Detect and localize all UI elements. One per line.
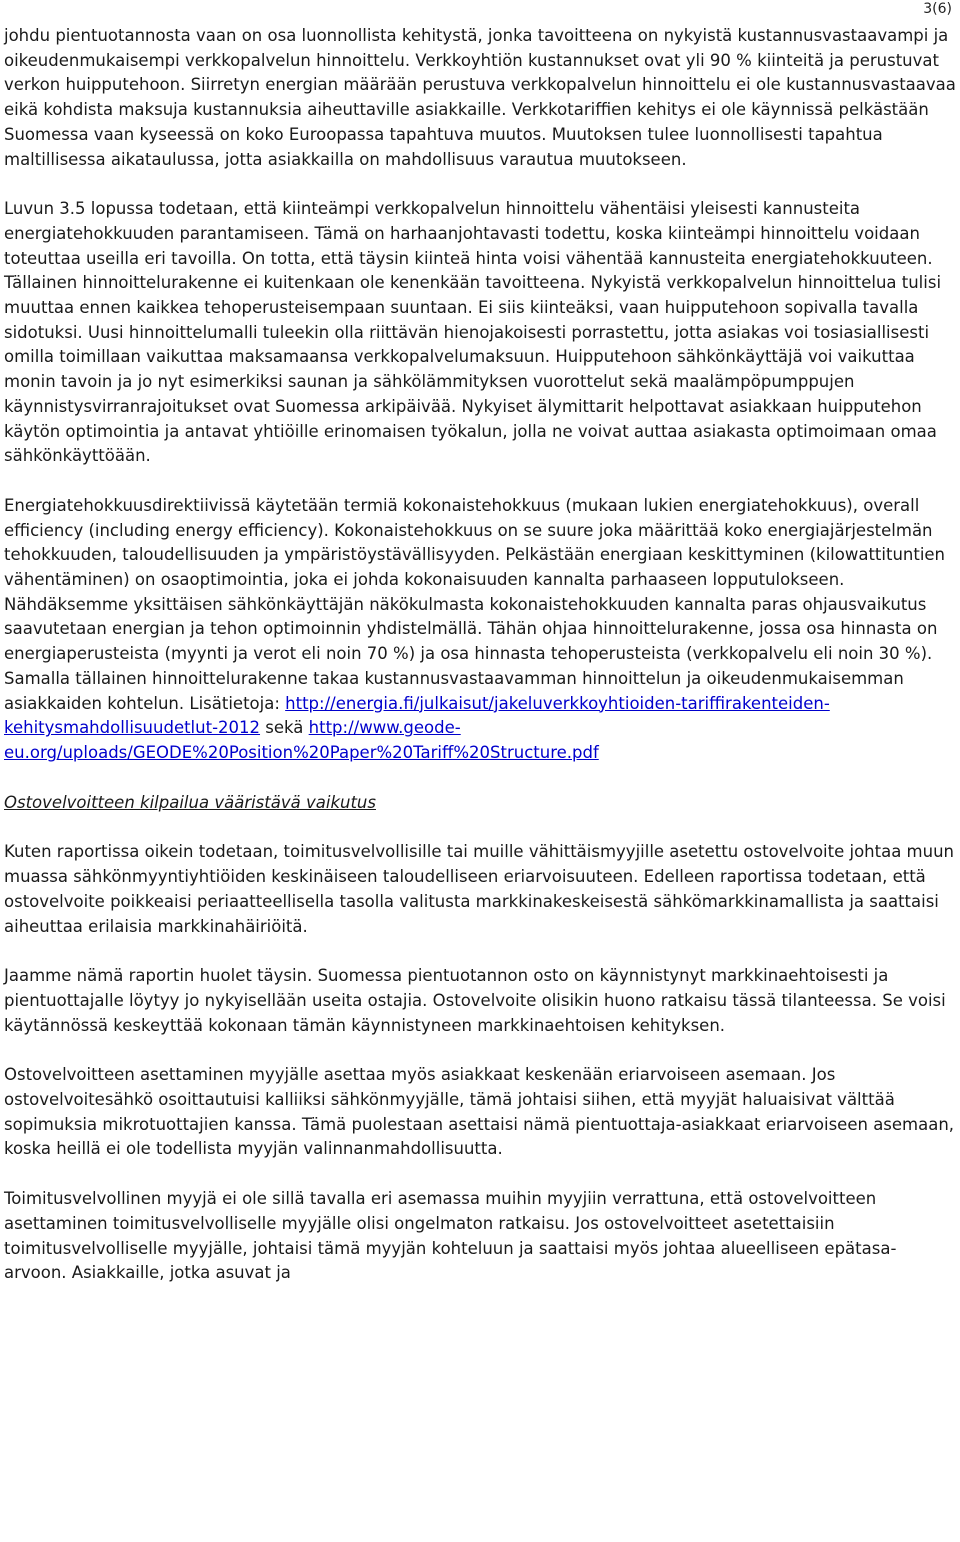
info-prefix: Lisätietoja: bbox=[189, 693, 286, 713]
geode-paper-link[interactable]: http://www.geode-eu.org/uploads/GEODE%20Position%20Paper%20Tariff%20Structure.pdf bbox=[4, 718, 599, 762]
paragraph-supplier-of-last-resort: Toimitusvelvollinen myyjä ei ole sillä tavalla eri asemassa muihin myyjiin verrattuna, että ostovelvoitteen asettaminen toimitusvelvolliselle myyjälle olisi ongelmaton ratkaisu. Jos ostovelvoitteet asetettaisiin toimitusvelvolliselle myyjälle, johtaisi tämä myyjän kohteluun ja saattaisi myös johtaa alueelliseen epätasa-arvoon. Asiakkaille, jotka asuvat ja bbox=[4, 1189, 897, 1283]
paragraph-customer-inequality: Ostovelvoitteen asettaminen myyjälle asettaa myös asiakkaat keskenään eriarvoiseen asemaan. Jos ostovelvoitesähkö osoittautuisi kalliiksi sähkönmyyjälle, tämä johtaisi siihen, että myyjät haluaisivat välttää sopimuksia mikrotuottajien kanssa. Tämä puolestaan asettaisi nämä pientuottaja-asiakkaat eriarvoiseen asemaan, koska heillä ei ole todellista myyjän valinnanmahdollisuutta. bbox=[4, 1065, 955, 1159]
overall-efficiency-text: Energiatehokkuusdirektiivissä käytetään termiä kokonaistehokkuus (mukaan lukien energiatehokkuus), overall efficiency (including energy efficiency). Kokonaistehokkuus on se suure joka määrittää koko energiajärjestelmän tehokkuuden, taloudellisuuden ja ympäristöystävällisyyden. Pelkästään energiaan keskittyminen (kilowattituntien vähentäminen) on osaoptimointia, joka ei johda kokonaisuuden kannalta parhaaseen lopputulokseen. Nähdäksemme yksittäisen sähkönkäyttäjän näkökulmasta kokonaistehokkuuden kannalta paras ohjausvaikutus saavutetaan energian ja tehon optimoinnin yhdistelmällä. Tähän ohjaa hinnoittelurakenne, jossa osa hinnasta on energiaperusteista (myynti ja verot eli noin 70 %) ja osa hinnasta tehoperusteista (verkkopalvelu eli noin 30 %). Samalla tällainen hinnoittelurakenne takaa kustannusvastaavamman hinnoittelun ja oikeudenmukaisemman asiakkaiden kohtelun. bbox=[4, 495, 946, 713]
paragraph-shared-concerns: Jaamme nämä raportin huolet täysin. Suomessa pientuotannon osto on käynnistynyt markkinaehtoisesti ja pientuottajalle löytyy jo nykyisellään useita ostajia. Ostovelvoite olisikin huono ratkaisu tässä tilanteessa. Se voisi käytännössä keskeyttää kokonaan tämän käynnistyneen markkinaehtoisen kehityksen. bbox=[4, 966, 946, 1035]
energia-report-link[interactable]: http://energia.fi/julkaisut/jakeluverkkoyhtioiden-tariffirakenteiden-kehitysmahdollisuudetlut-2012 bbox=[4, 693, 830, 738]
paragraph-purchase-obligation: Kuten raportissa oikein todetaan, toimitusvelvollisille tai muille vähittäismyyjille asetettu ostovelvoite johtaa muun muassa sähkönmyyntiyhtiöiden keskinäiseen taloudelliseen eriarvoisuuteen. Edelleen raportissa todetaan, että ostovelvoite poikkeaisi periaatteellisella tasolla valitusta markkinakeskeisestä sähkömarkkinamallista ja saattaisi aiheuttaa erilaisia markkinahäiriöitä. bbox=[4, 842, 955, 936]
paragraph-tariff-development: johdu pientuotannosta vaan on osa luonnollista kehitystä, jonka tavoitteena on nykyistä kustannusvastaavampi ja oikeudenmukaisempi verkkopalvelun hinnoittelu. Verkkoyhtiön kustannukset ovat yli 90 % kiinteitä ja perustuvat verkon huipputehoon. Siirretyn energian määrään perustuva verkkopalvelun hinnoittelu ei ole kustannusvastaavaa eikä kohdista maksuja kustannuksia aiheuttaville asiakkaille. Verkkotariffien kehitys ei ole käynnissä pelkästään Suomessa vaan kyseessä on koko Euroopassa tapahtuva muutos. Muutoksen tulee luonnollisesti tapahtua maltillisessa aikataulussa, jotta asiakkailla on mahdollisuus varautua muutokseen. bbox=[4, 26, 956, 169]
document-body bbox=[4, 24, 956, 1286]
info-between: sekä bbox=[260, 718, 309, 738]
paragraph-overall-efficiency bbox=[4, 494, 956, 766]
section-heading: Ostovelvoitteen kilpailua vääristävä vaikutus bbox=[4, 792, 376, 812]
paragraph-fixed-pricing: Luvun 3.5 lopussa todetaan, että kiinteämpi verkkopalvelun hinnoittelu vähentäisi yleisesti kannusteita energiatehokkuuden parantamiseen. Tämä on harhaanjohtavasti todettu, koska kiinteämpi hinnoittelu voidaan toteuttaa useilla eri tavoilla. On totta, että täysin kiinteä hinta voisi vähentää kannusteita energiatehokkuuteen. Tällainen hinnoittelurakenne ei kuitenkaan ole kenenkään tavoitteena. Nykyistä verkkopalvelun hinnoittelua tulisi muuttaa ennen kaikkea tehoperusteisempaan suuntaan. Ei siis kiinteäksi, vaan huipputehoon sopivalla tavalla sidotuksi. Uusi hinnoittelumalli tuleekin olla riittävän hienojakoisesti porrastettu, jotta asiakas voi tosiasiallisesti omilla toimillaan vaikuttaa maksamaansa verkkopalvelumaksuun. Huipputehoon sähkönkäyttäjä voi vaikuttaa monin tavoin ja jo nyt esimerkiksi saunan ja sähkölämmityksen vuorottelut sekä maalämpöpumppujen käynnistysvirranrajoitukset ovat Suomessa arkipäivää. Nykyiset älymittarit helpottavat asiakkaan huipputehon käytön optimointia ja antavat yhtiöille erinomaisen työkalun, jolla ne voivat auttaa asiakasta optimoimaan omaa sähkönkäyttöään. bbox=[4, 199, 942, 466]
page-number: 3(6) bbox=[923, 1, 952, 17]
